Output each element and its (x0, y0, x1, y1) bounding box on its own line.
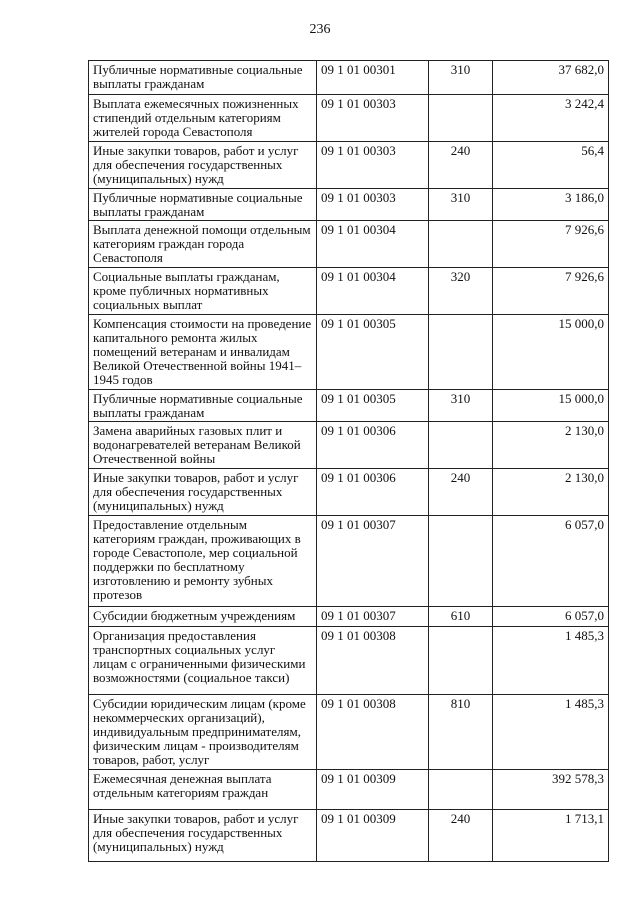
row-expense-type-cell (429, 221, 493, 268)
row-name-cell: Организация предоставления транспортных социальных услуг лицам с ограниченными физическими возможностями (социальное такси) (89, 627, 317, 695)
row-name-cell: Иные закупки товаров, работ и услуг для обеспечения государственных (муниципальных) нужд (89, 142, 317, 189)
row-code-cell: 09 1 01 00304 (317, 268, 429, 315)
table-row (89, 627, 609, 695)
row-expense-type-cell (429, 422, 493, 469)
row-code-cell: 09 1 01 00308 (317, 627, 429, 695)
row-code-cell: 09 1 01 00303 (317, 189, 429, 221)
row-amount-cell: 1 485,3 (493, 695, 609, 770)
row-name-cell: Публичные нормативные социальные выплаты гражданам (89, 390, 317, 422)
row-name-cell: Предоставление отдельным категориям граждан, проживающих в городе Севастополе, мер социальной поддержки по бесплатному изготовлению и ремонту зубных протезов (89, 516, 317, 607)
row-amount-cell: 3 242,4 (493, 95, 609, 142)
row-name-cell: Иные закупки товаров, работ и услуг для обеспечения государственных (муниципальных) нужд (89, 469, 317, 516)
row-amount-cell: 2 130,0 (493, 469, 609, 516)
table-row (89, 315, 609, 390)
row-code-cell: 09 1 01 00309 (317, 810, 429, 862)
row-amount-cell: 15 000,0 (493, 315, 609, 390)
table-row (89, 516, 609, 607)
row-expense-type-cell: 320 (429, 268, 493, 315)
table-row (89, 695, 609, 770)
row-expense-type-cell: 240 (429, 469, 493, 516)
row-code-cell: 09 1 01 00307 (317, 516, 429, 607)
row-code-cell: 09 1 01 00307 (317, 607, 429, 627)
row-code-cell: 09 1 01 00306 (317, 469, 429, 516)
row-amount-cell: 1 485,3 (493, 627, 609, 695)
row-code-cell: 09 1 01 00305 (317, 315, 429, 390)
row-code-cell: 09 1 01 00301 (317, 61, 429, 95)
row-expense-type-cell: 810 (429, 695, 493, 770)
row-code-cell: 09 1 01 00308 (317, 695, 429, 770)
row-code-cell: 09 1 01 00309 (317, 770, 429, 810)
table-row (89, 95, 609, 142)
row-expense-type-cell: 310 (429, 390, 493, 422)
row-amount-cell: 3 186,0 (493, 189, 609, 221)
row-name-cell: Публичные нормативные социальные выплаты гражданам (89, 61, 317, 95)
row-expense-type-cell (429, 627, 493, 695)
table-row (89, 607, 609, 627)
row-expense-type-cell: 310 (429, 61, 493, 95)
row-code-cell: 09 1 01 00304 (317, 221, 429, 268)
row-name-cell: Иные закупки товаров, работ и услуг для обеспечения государственных (муниципальных) нужд (89, 810, 317, 862)
row-name-cell: Социальные выплаты гражданам, кроме публичных нормативных социальных выплат (89, 268, 317, 315)
row-name-cell: Компенсация стоимости на проведение капитального ремонта жилых помещений ветеранам и инвалидам Великой Отечественной войны 1941–1945 годов (89, 315, 317, 390)
row-name-cell: Замена аварийных газовых плит и водонагревателей ветеранам Великой Отечественной войны (89, 422, 317, 469)
table-row (89, 268, 609, 315)
table-row (89, 221, 609, 268)
row-amount-cell: 6 057,0 (493, 607, 609, 627)
row-amount-cell: 2 130,0 (493, 422, 609, 469)
row-amount-cell: 15 000,0 (493, 390, 609, 422)
table-row (89, 469, 609, 516)
row-amount-cell: 1 713,1 (493, 810, 609, 862)
row-amount-cell: 392 578,3 (493, 770, 609, 810)
row-expense-type-cell: 240 (429, 810, 493, 862)
row-amount-cell: 7 926,6 (493, 221, 609, 268)
table-row (89, 810, 609, 862)
row-name-cell: Субсидии бюджетным учреждениям (89, 607, 317, 627)
table-row (89, 770, 609, 810)
row-code-cell: 09 1 01 00305 (317, 390, 429, 422)
table-row (89, 189, 609, 221)
row-amount-cell: 56,4 (493, 142, 609, 189)
row-expense-type-cell (429, 95, 493, 142)
table-row (89, 142, 609, 189)
row-name-cell: Ежемесячная денежная выплата отдельным категориям граждан (89, 770, 317, 810)
row-expense-type-cell: 610 (429, 607, 493, 627)
row-expense-type-cell (429, 770, 493, 810)
row-name-cell: Субсидии юридическим лицам (кроме некоммерческих организаций), индивидуальным предпринимателям, физическим лицам - производителям товаров, работ, услуг (89, 695, 317, 770)
row-name-cell: Публичные нормативные социальные выплаты гражданам (89, 189, 317, 221)
row-expense-type-cell (429, 516, 493, 607)
row-amount-cell: 7 926,6 (493, 268, 609, 315)
row-expense-type-cell: 240 (429, 142, 493, 189)
row-name-cell: Выплата ежемесячных пожизненных стипендий отдельным категориям жителей города Севастополя (89, 95, 317, 142)
table-row (89, 390, 609, 422)
table-row (89, 422, 609, 469)
row-code-cell: 09 1 01 00306 (317, 422, 429, 469)
budget-table (88, 60, 609, 862)
row-name-cell: Выплата денежной помощи отдельным категориям граждан города Севастополя (89, 221, 317, 268)
table-row (89, 61, 609, 95)
row-amount-cell: 6 057,0 (493, 516, 609, 607)
row-expense-type-cell (429, 315, 493, 390)
row-code-cell: 09 1 01 00303 (317, 142, 429, 189)
budget-table-body (89, 61, 609, 862)
row-amount-cell: 37 682,0 (493, 61, 609, 95)
row-code-cell: 09 1 01 00303 (317, 95, 429, 142)
page-number: 236 (309, 22, 331, 37)
row-expense-type-cell: 310 (429, 189, 493, 221)
